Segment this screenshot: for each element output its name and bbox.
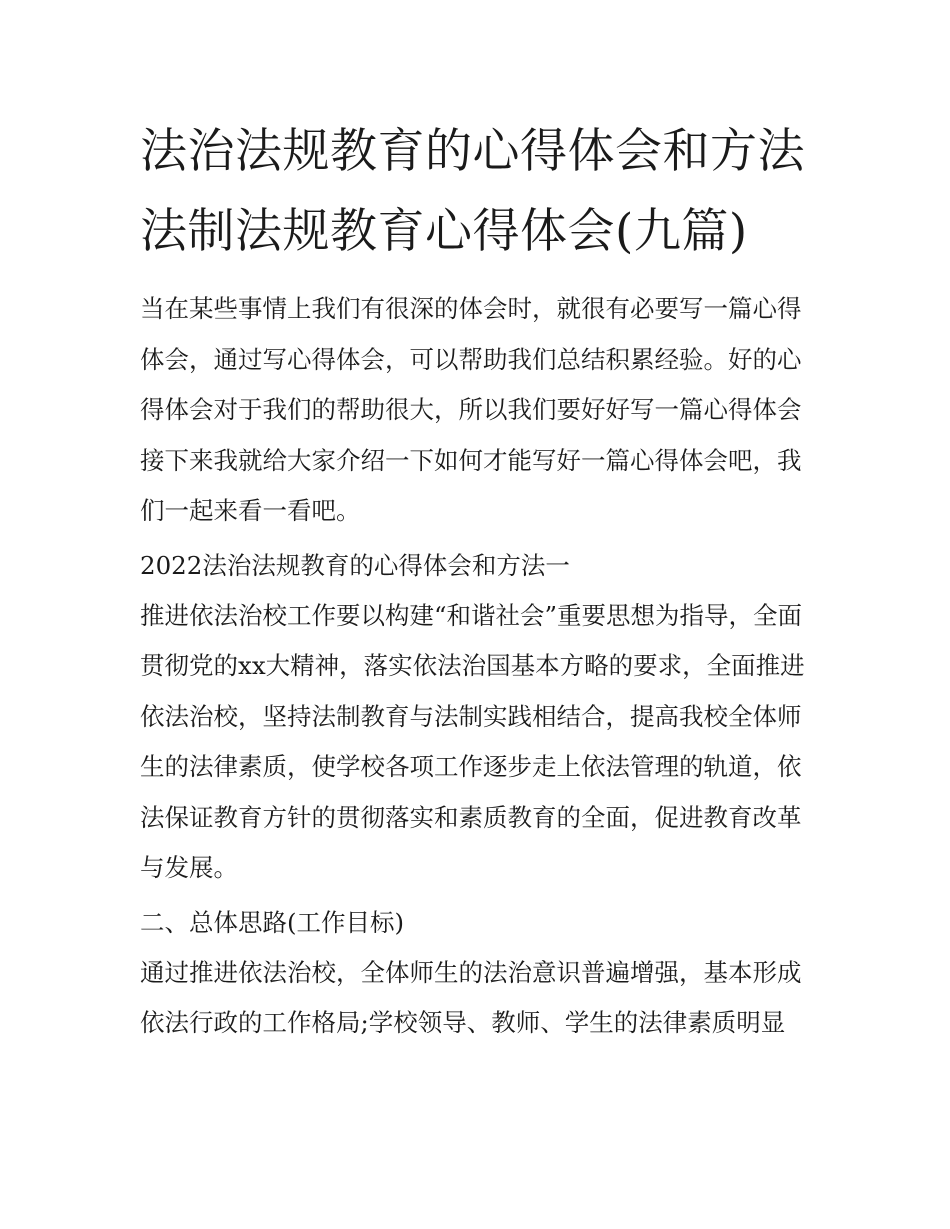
section-heading-1: 2022法治法规教育的心得体会和方法一 — [140, 550, 570, 580]
document-page — [140, 112, 820, 1049]
intro-paragraph: 当在某些事情上我们有很深的体会时，就很有必要写一篇心得体会，通过写心得体会，可以帮助我们总结积累经验。好的心得体会对于我们的帮助很大，所以我们要好好写一篇心得体会接下来我就给大家介绍一下如何才能写好一篇心得体会吧，我们一起来看一看吧。 — [140, 294, 802, 525]
section-body-2: 通过推进依法治校，全体师生的法治意识普遍增强，基本形成依法行政的工作格局;学校领导、教师、学生的法律素质明显 — [140, 957, 802, 1037]
section-body-1: 推进依法治校工作要以构建“和谐社会”重要思想为指导，全面贯彻党的xx大精神，落实依法治国基本方略的要求，全面推进依法治校，坚持法制教育与法制实践相结合，提高我校全体师生的法律素质，使学校各项工作逐步走上依法管理的轨道，依法保证教育方针的贯彻落实和素质教育的全面，促进教育改革与发展。 — [140, 600, 805, 882]
section-heading-2: 二、总体思路(工作目标) — [140, 907, 405, 937]
document-title: 法治法规教育的心得体会和方法 法制法规教育心得体会(九篇) — [140, 124, 805, 259]
